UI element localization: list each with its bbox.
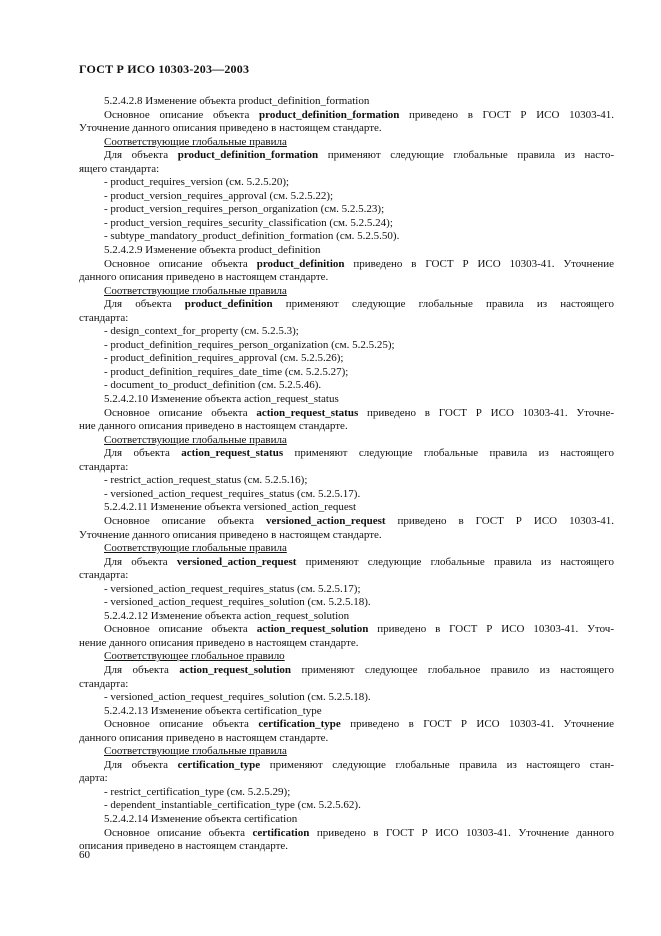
text-run: Основное описание объекта [104,108,260,121]
text-line [79,691,614,705]
page-header: ГОСТ Р ИСО 10303-203—2003 [79,62,250,76]
text-line [79,352,614,366]
text-run: Для объекта [104,663,180,676]
rules-heading [79,285,614,299]
text-run: - restrict_certification_type (см. 5.2.5.29); [104,785,291,798]
text-run: - product_requires_version (см. 5.2.5.20); [104,176,290,189]
text-run: - versioned_action_request_requires_status (см. 5.2.5.17). [104,487,361,500]
entity-name: action_request_solution [179,663,291,676]
entity-name: action_request_solution [256,623,369,636]
text-line [79,529,614,543]
text-line [79,312,614,326]
text-run: Для объекта [104,447,182,460]
text-run: - versioned_action_request_requires_solution (см. 5.2.5.18). [104,691,371,704]
text-run: Основное описание объекта [104,623,257,636]
entity-name: action_request_status [256,406,359,419]
text-run: применяют следующее глобальное правило из настоящего [291,663,615,676]
text-line [79,176,614,190]
text-line [79,258,614,272]
text-run: ние данного описания приведено в настоящем стандарте. [79,420,348,433]
text-line [79,813,614,827]
text-line [79,325,614,339]
rules-heading [79,434,614,448]
text-run: применяют следующие глобальные правила из насто- [318,149,615,162]
text-line [79,515,614,529]
text-line [79,244,614,258]
text-line [79,664,614,678]
text-run: приведено в ГОСТ Р ИСО 10303-41. Уточ- [368,623,614,636]
text-run: Основное описание объекта [104,718,259,731]
text-run: 5.2.4.2.14 Изменение объекта certification [104,812,298,825]
text-run: - product_definition_requires_person_organization (см. 5.2.5.25); [104,338,395,351]
text-line [79,109,614,123]
text-line [79,122,614,136]
rules-heading [79,650,614,664]
text-line [79,149,614,163]
text-run: - product_version_requires_approval (см. 5.2.5.22); [104,189,334,202]
text-line [79,447,614,461]
text-line [79,379,614,393]
text-line [79,488,614,502]
text-run: - product_version_requires_person_organization (см. 5.2.5.23); [104,203,385,216]
text-line [79,474,614,488]
entity-name: certification_type [258,718,341,731]
text-run: 5.2.4.2.8 Изменение объекта product_definition_formation [104,95,370,107]
entity-name: action_request_status [181,447,284,460]
text-line [79,203,614,217]
text-run: Основное описание объекта [104,406,257,419]
entity-name: product_definition [184,298,273,311]
text-line [79,407,614,421]
text-line [79,799,614,813]
text-line [79,705,614,719]
text-line [79,190,614,204]
text-run: - versioned_action_request_requires_status (см. 5.2.5.17); [104,582,361,595]
text-run: Уточнение данного описания приведено в настоящем стандарте. [79,122,382,135]
text-run: 5.2.4.2.13 Изменение объекта certification_type [104,704,322,717]
text-run: данного описания приведено в настоящем стандарте. [79,731,329,744]
text-line [79,556,614,570]
text-run: ящего стандарта: [79,162,160,175]
text-line [79,501,614,515]
text-line [79,163,614,177]
text-run: Основное описание объекта [104,826,253,839]
text-run: Для объекта [104,149,178,162]
text-run: Основное описание объекта [104,514,266,527]
text-line [79,339,614,353]
document-body [79,95,614,854]
text-line [79,298,614,312]
text-run: - product_version_requires_security_classification (см. 5.2.5.24); [104,216,393,229]
text-run: - restrict_action_request_status (см. 5.2.5.16); [104,474,308,487]
text-line [79,840,614,854]
text-run: - subtype_mandatory_product_definition_formation (см. 5.2.5.50). [104,230,400,243]
rules-heading [79,745,614,759]
entity-name: versioned_action_request [176,555,297,568]
text-run: применяют следующие глобальные правила из настоящего [296,555,615,568]
text-run: - design_context_for_property (см. 5.2.5.3); [104,325,299,338]
text-run: Соответствующее глобальное правило [104,650,285,663]
entity-name: product_definition_formation [177,149,319,162]
text-line [79,393,614,407]
text-run: стандарта: [79,311,129,324]
text-line [79,230,614,244]
text-line [79,786,614,800]
text-run: Соответствующие глобальные правила [104,745,287,758]
text-line [79,718,614,732]
entity-name: certification_type [177,758,261,771]
text-run: - product_definition_requires_approval (см. 5.2.5.26); [104,352,344,365]
text-line [79,772,614,786]
text-line [79,583,614,597]
text-line [79,461,614,475]
text-line [79,366,614,380]
entity-name: product_definition_formation [259,108,400,121]
text-line [79,610,614,624]
text-run: стандарта: [79,569,129,582]
text-run: Для объекта [104,555,177,568]
text-line [79,623,614,637]
text-run: применяют следующие глобальные правила из настоящего [272,298,615,311]
text-run: Соответствующие глобальные правила [104,433,287,446]
text-run: - dependent_instantiable_certification_type (см. 5.2.5.62). [104,799,361,812]
text-run: описания приведено в настоящем стандарте. [79,840,289,853]
text-line [79,678,614,692]
text-line [79,637,614,651]
text-line [79,420,614,434]
text-run: приведено в ГОСТ Р ИСО 10303-41. [399,108,614,121]
text-run: приведено в ГОСТ Р ИСО 10303-41. Уточнение [344,257,614,270]
rules-heading [79,136,614,150]
text-line [79,732,614,746]
text-run: приведено в ГОСТ Р ИСО 10303-41. Уточнение данного [309,826,614,839]
text-run: Соответствующие глобальные правила [104,135,287,148]
text-run: данного описания приведено в настоящем стандарте. [79,271,329,284]
text-run: дарта: [79,772,108,785]
entity-name: product_definition [256,257,345,270]
text-line [79,95,614,109]
entity-name: certification [252,826,310,839]
text-run: Для объекта [104,298,185,311]
page-number: 60 [79,849,90,861]
text-run: применяют следующие глобальные правила из настоящего [283,447,614,460]
text-run: - product_definition_requires_date_time (см. 5.2.5.27); [104,365,349,378]
text-run: Уточнение данного описания приведено в настоящем стандарте. [79,528,382,541]
text-line [79,217,614,231]
text-run: нение данного описания приведено в настоящем стандарте. [79,636,359,649]
rules-heading [79,542,614,556]
text-run: - versioned_action_request_requires_solution (см. 5.2.5.18). [104,596,371,609]
text-run: приведено в ГОСТ Р ИСО 10303-41. Уточнение [340,718,614,731]
text-run: Для объекта [104,758,178,771]
text-run: стандарта: [79,677,129,690]
entity-name: versioned_action_request [265,514,386,527]
text-run: Соответствующие глобальные правила [104,542,287,555]
text-run: 5.2.4.2.10 Изменение объекта action_request_status [104,393,339,406]
text-run: 5.2.4.2.9 Изменение объекта product_definition [104,244,321,257]
text-run: - document_to_product_definition (см. 5.2.5.46). [104,379,322,392]
text-line [79,827,614,841]
text-run: 5.2.4.2.11 Изменение объекта versioned_action_request [104,501,357,514]
text-run: Основное описание объекта [104,257,257,270]
text-line [79,759,614,773]
text-run: приведено в ГОСТ Р ИСО 10303-41. Уточне- [358,406,614,419]
text-run: приведено в ГОСТ Р ИСО 10303-41. [385,514,614,527]
text-line [79,569,614,583]
text-line [79,596,614,610]
text-run: применяют следующие глобальные правила из настоящего стан- [260,758,614,771]
text-line [79,271,614,285]
text-run: стандарта: [79,460,129,473]
text-run: 5.2.4.2.12 Изменение объекта action_request_solution [104,609,350,622]
text-run: Соответствующие глобальные правила [104,284,287,297]
